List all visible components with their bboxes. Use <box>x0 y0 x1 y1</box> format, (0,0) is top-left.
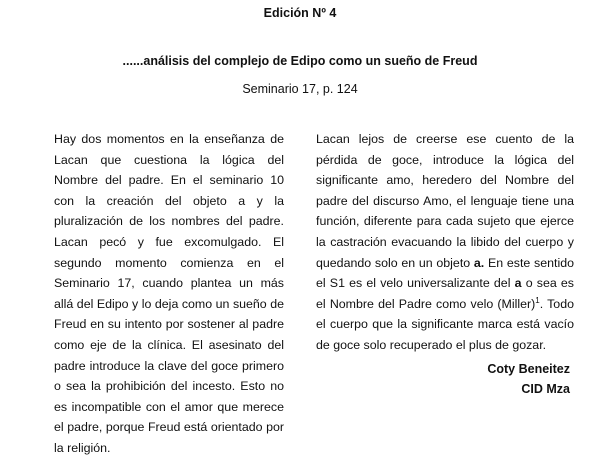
edition-label: Edición Nº 4 <box>263 6 337 20</box>
article-title: ......análisis del complejo de Edipo como un sueño de Freud <box>122 54 478 68</box>
right-text-part-2: En este sentido el S1 es el velo universalizante del <box>316 255 574 291</box>
bold-a: a <box>514 276 522 291</box>
article-subtitle: Seminario 17, p. 124 <box>242 82 358 96</box>
left-paragraph: Hay dos momentos en la enseñanza de Lacan que cuestiona la lógica del Nombre del padre. En el seminario 10 con la creación del objeto a y la pluralización de los nombres del padre. Lacan pecó y fue excomulgado. El segundo momento comienza en el Seminario 17, cuando plantea un más allá del Edipo y lo deja como un sueño de Freud en su intento por sostener al padre como eje de la clínica. El asesinato del padre introduce la clave del goce primero o sea la prohibición del incesto. Esto no es incompatible con el amor que merece el padre, porque Freud está orientado por la religión. <box>54 132 284 455</box>
left-column <box>54 129 284 459</box>
right-text-part-3: o sea es el Nombre del Padre como velo (Miller) <box>316 276 574 311</box>
footnote-mark: 1 <box>535 295 540 305</box>
signature-organization: CID Mza <box>521 382 570 396</box>
right-column <box>316 129 574 356</box>
right-text-part-1: Lacan lejos de creerse ese cuento de la pérdida de goce, introduce la lógica del significante amo, heredero del Nombre del padre del discurso Amo, el lenguaje tiene una función, diferente para cada sujeto que ejerce la castración evacuando la libido del cuerpo y quedando solo en un objeto <box>316 132 574 270</box>
right-text-part-4: . Todo el cuerpo que la significante marca está vacío de goce solo recuperado el plus de gozar. <box>316 296 574 352</box>
bold-object-a: a. <box>473 255 485 270</box>
right-paragraph <box>316 129 574 356</box>
signature-name: Coty Beneitez <box>487 362 570 376</box>
